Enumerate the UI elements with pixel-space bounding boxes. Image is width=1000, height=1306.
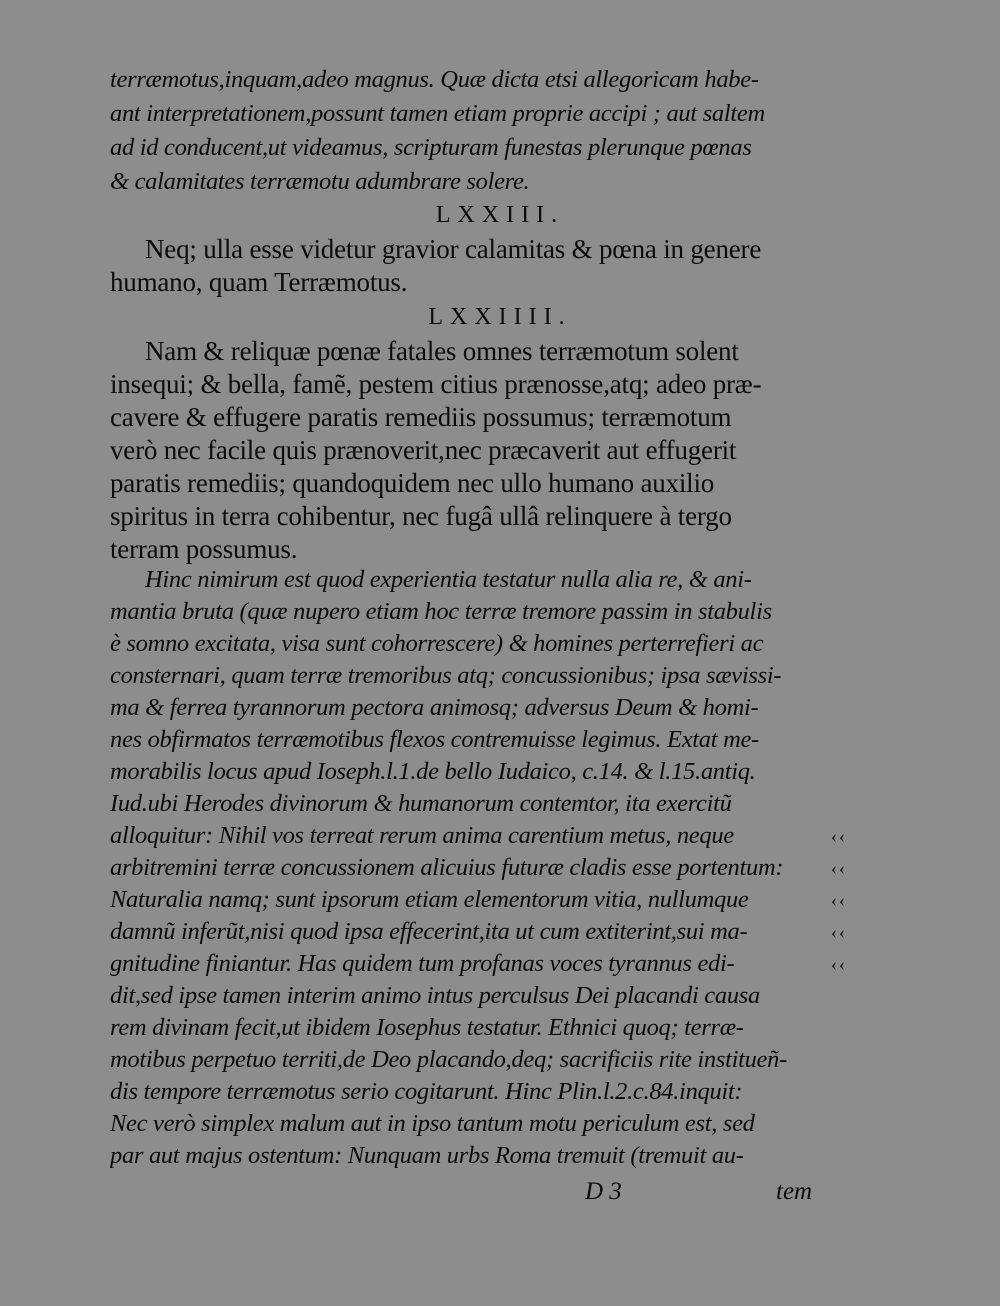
margin-quote-mark: ‹‹: [831, 954, 847, 974]
text-line: mantia bruta (quæ nupero etiam hoc terræ tremore passim in stabulis: [110, 598, 772, 625]
text-line: ant interpretationem,possunt tamen etiam proprie accipi ; aut saltem: [110, 100, 765, 127]
signature-mark: D 3: [585, 1178, 622, 1205]
catchword: tem: [776, 1178, 813, 1205]
text-line: Neq; ulla esse videtur gravior calamitas & pœna in genere: [145, 234, 762, 264]
text-line: humano, quam Terræmotus.: [110, 267, 408, 297]
text-line: & calamitates terræmotu adumbrare solere.: [110, 168, 530, 195]
text-line: verò nec facile quis prænoverit,nec præcaverit aut effugerit: [110, 435, 737, 465]
text-line: morabilis locus apud Ioseph.l.1.de bello Iudaico, c.14. & l.15.antiq.: [110, 758, 756, 785]
text-line: dit,sed ipse tamen interim animo intus perculsus Dei placandi causa: [110, 982, 760, 1009]
text-line: insequi; & bella, famẽ, pestem citius prænosse,atq; adeo præ-: [110, 369, 762, 399]
text-line: Iud.ubi Herodes divinorum & humanorum contemtor, ita exercitũ: [110, 790, 732, 817]
text-line: motibus perpetuo territi,de Deo placando,deq; sacrificiis rite institueñ-: [110, 1046, 787, 1073]
text-line: ma & ferrea tyrannorum pectora animosq; adversus Deum & homi-: [110, 694, 759, 721]
text-line: alloquitur: Nihil vos terreat rerum anima carentium metus, neque: [110, 822, 734, 849]
margin-quote-mark: ‹‹: [831, 826, 847, 846]
margin-quote-mark: ‹‹: [831, 922, 847, 942]
text-line: è somno excitata, visa sunt cohorrescere) & homines perterrefieri ac: [110, 630, 764, 657]
text-line: terram possumus.: [110, 534, 298, 564]
text-line: par aut majus ostentum: Nunquam urbs Roma tremuit (tremuit au-: [110, 1142, 744, 1169]
text-line: ad id conducent,ut videamus, scripturam funestas plerunque pœnas: [110, 134, 752, 161]
text-line: nes obfirmatos terræmotibus flexos contremuisse legimus. Extat me-: [110, 726, 759, 753]
text-line: damnũ inferũt,nisi quod ipsa effecerint,ita ut cum extiterint,sui ma-: [110, 918, 748, 945]
text-line: Nam & reliquæ pœnæ fatales omnes terræmotum solent: [145, 336, 739, 366]
text-line: Naturalia namq; sunt ipsorum etiam elementorum vitia, nullumque: [110, 886, 749, 913]
text-line: consternari, quam terræ tremoribus atq; concussionibus; ipsa sævissi-: [110, 662, 782, 689]
text-line: Hinc nimirum est quod experientia testatur nulla alia re, & ani-: [145, 566, 752, 593]
text-line: dis tempore terræmotus serio cogitarunt. Hinc Plin.l.2.c.84.inquit:: [110, 1078, 743, 1105]
text-line: rem divinam fecit,ut ibidem Iosephus testatur. Ethnici quoq; terræ-: [110, 1014, 744, 1041]
text-line: terræmotus,inquam,adeo magnus. Quæ dicta etsi allegoricam habe-: [110, 66, 759, 93]
margin-quote-mark: ‹‹: [831, 858, 847, 878]
text-line: paratis remediis; quandoquidem nec ullo humano auxilio: [110, 468, 715, 498]
section-heading: LXXIIII.: [428, 304, 572, 330]
margin-quote-mark: ‹‹: [831, 890, 847, 910]
text-line: Nec verò simplex malum aut in ipso tantum motu periculum est, sed: [110, 1110, 755, 1137]
text-line: cavere & effugere paratis remediis possumus; terræmotum: [110, 402, 732, 432]
text-line: arbitremini terræ concussionem alicuius futuræ cladis esse portentum:: [110, 854, 784, 881]
text-line: spiritus in terra cohibentur, nec fugâ ullâ relinquere à tergo: [110, 501, 732, 531]
section-heading: LXXIII.: [435, 202, 565, 228]
text-line: gnitudine finiantur. Has quidem tum profanas voces tyrannus edi-: [110, 950, 735, 977]
